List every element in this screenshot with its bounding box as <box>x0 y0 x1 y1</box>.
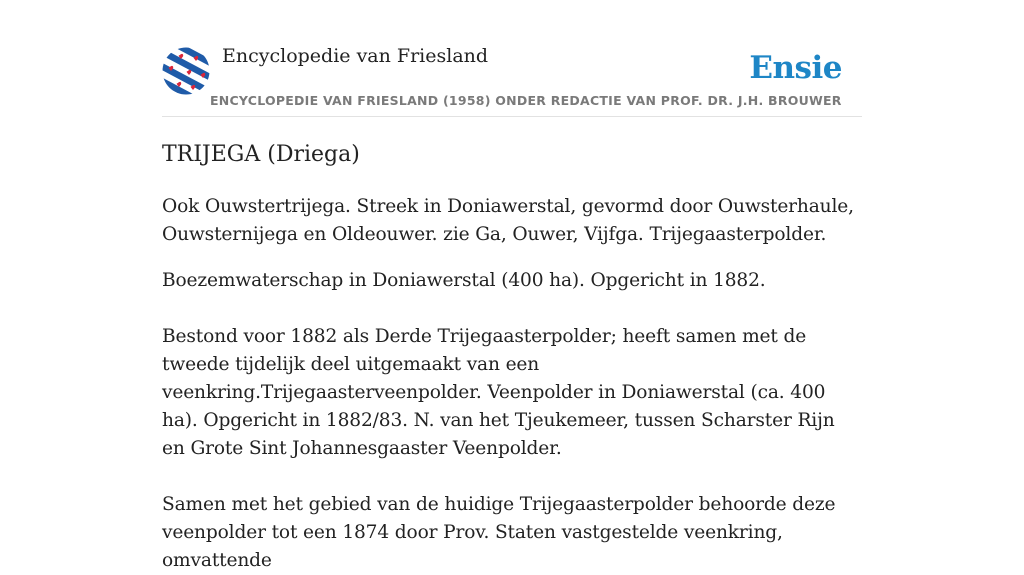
article-paragraph: Samen met het gebied van de huidige Trijegaasterpolder behoorde deze veenpolder tot een 1874 door Prov. Staten vastgestelde veenkring, omvattende <box>162 494 836 571</box>
paragraph-spacer <box>162 295 862 323</box>
ensie-brand-logo[interactable]: Ensie <box>749 50 842 86</box>
article-paragraph: Bestond voor 1882 als Derde Trijegaasterpolder; heeft samen met de tweede tijdelijk deel uitgemaakt van een veenkring.Trijegaasterveenpolder. Veenpolder in Doniawerstal (ca. 400 ha). Opgericht in 1882/83. N. van het Tjeukemeer, tussen Scharster Rijn en Grote Sint Johannesgaaster Veenpolder. <box>162 326 835 459</box>
site-title[interactable]: Encyclopedie van Friesland <box>222 45 489 67</box>
article-paragraph: Boezemwaterschap in Doniawerstal (400 ha). Opgericht in 1882. <box>162 270 766 291</box>
article-paragraph: Ook Ouwstertrijega. Streek in Doniawerstal, gevormd door Ouwsterhaule, Ouwsternijega en Oldeouwer. zie Ga, Ouwer, Vijfga. Trijegaasterpolder. <box>162 196 854 245</box>
article-title: TRIJEGA (Driega) <box>162 142 360 167</box>
paragraph-spacer <box>162 463 862 491</box>
site-subtitle: ENCYCLOPEDIE VAN FRIESLAND (1958) ONDER REDACTIE VAN PROF. DR. J.H. BROUWER <box>210 93 842 108</box>
frisian-flag-icon[interactable] <box>162 47 210 95</box>
site-header <box>162 44 862 117</box>
article <box>162 139 862 575</box>
